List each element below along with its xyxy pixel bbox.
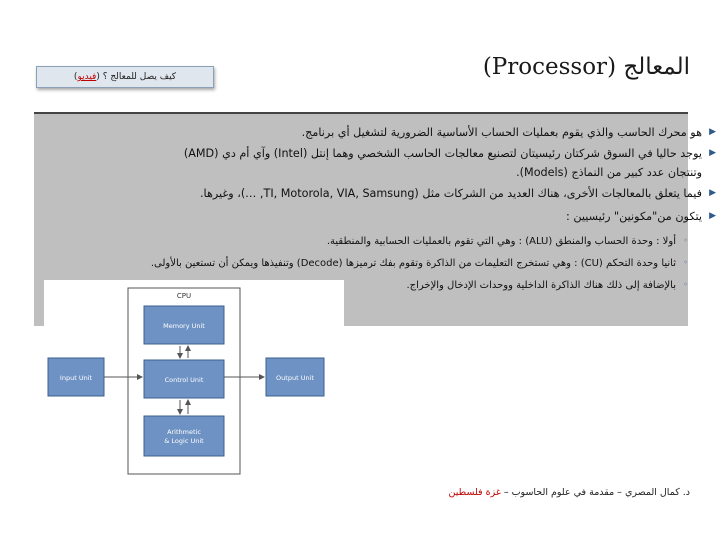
- sub-bullet-1-text: أولا : وحدة الحساب والمنطق (ALU) : وهي التي تقوم بالعمليات الحسابية والمنطقية.: [326, 236, 676, 247]
- alu-box: [144, 416, 224, 456]
- video-link[interactable]: فيديو: [77, 72, 97, 82]
- bullet-arrow-icon: ▶: [709, 127, 716, 137]
- bullet-1: [62, 126, 716, 139]
- bullet-4-text: يتكون من"مكونين" رئيسيين :: [566, 210, 702, 223]
- video-link-close: ): [73, 72, 78, 82]
- output-unit-label: Output Unit: [276, 374, 314, 382]
- sub-bullet-2-text: ثانيا وحدة التحكم (CU) : وهي تستخرج التعليمات من الذاكرة وتقوم بفك ترميزها (Decode) وتنفيذها ويمكن أن تستعين بالأولى.: [150, 258, 676, 269]
- sub-bullet-1: [76, 236, 688, 247]
- cpu-architecture-diagram: [44, 280, 344, 480]
- bullet-arrow-icon: ▶: [709, 188, 716, 198]
- footer: [330, 487, 690, 498]
- slide-title: المعالج (Processor): [482, 54, 690, 80]
- video-link-box[interactable]: [36, 66, 214, 88]
- bullet-arrow-icon: ▶: [709, 211, 716, 221]
- sub-bullet-3-text: بالإضافة إلى ذلك هناك الذاكرة الداخلية ووحدات الإدخال والإخراج.: [406, 280, 676, 291]
- bullet-3: [62, 187, 716, 200]
- circle-bullet-icon: ◦: [683, 280, 688, 289]
- bullet-2-continuation: [62, 166, 702, 179]
- bullet-3-text: فيما يتعلق بالمعالجات الأخرى، هناك العديد من الشركات مثل (TI, Motorola, VIA, Samsung, …)، وغيرها.: [199, 187, 702, 200]
- bullet-2-cont-text: وتنتجان عدد كبير من النماذج (Models).: [516, 166, 702, 179]
- input-unit-label: Input Unit: [59, 374, 93, 382]
- cpu-label: CPU: [176, 292, 192, 300]
- footer-place: غزة فلسطين: [448, 487, 501, 498]
- bullet-2: [62, 147, 716, 160]
- bullet-arrow-icon: ▶: [709, 148, 716, 158]
- bullet-1-text: هو محرك الحاسب والذي يقوم بعمليات الحساب الأساسية الضرورية لتشغيل أي برنامج.: [301, 126, 702, 139]
- alu-label-line1: Arithmetic: [167, 428, 201, 436]
- circle-bullet-icon: ◦: [683, 258, 688, 267]
- control-unit-label: Control Unit: [164, 376, 204, 384]
- memory-unit-label: Memory Unit: [163, 322, 205, 330]
- sub-bullet-2: [76, 258, 688, 269]
- bullet-2-text: يوجد حاليا في السوق شركتان رئيسيتان لتصنيع معالجات الحاسب الشخصي وهما إنتل (Intel) وآي أم دي (AMD): [183, 147, 702, 160]
- footer-author: د. كمال المصري – مقدمة في علوم الحاسوب –: [500, 487, 690, 498]
- bullet-4: [62, 210, 716, 223]
- alu-label-line2: & Logic Unit: [164, 437, 204, 445]
- video-link-label: كيف يصل للمعالج ؟ (: [96, 72, 177, 82]
- circle-bullet-icon: ◦: [683, 236, 688, 245]
